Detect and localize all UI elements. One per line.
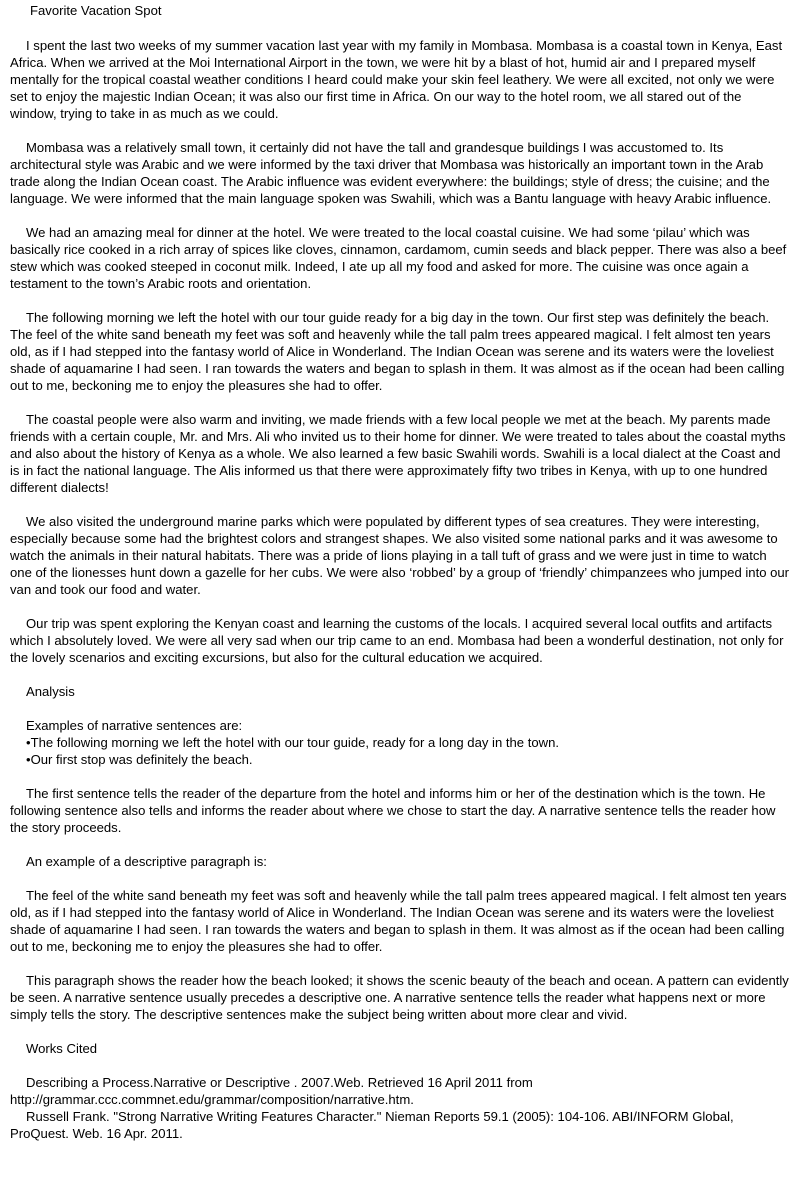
descriptive-example: The feel of the white sand beneath my feet was soft and heavenly while the tall palm trees appeared magical. I felt almost ten years old, as if I had stepped into the fantasy world of Alice in Wonderland. The Indian Ocean was serene and its waters were the loveliest shade of aquamarine I had seen. I ran towards the waters and began to splash in them. It was almost as if the ocean had been calling out to me, beckoning me to enjoy the pleasures she had to offer. (10, 888, 787, 954)
works-cited-list (10, 1074, 791, 1142)
descriptive-intro: An example of a descriptive paragraph is: (26, 854, 267, 869)
works-cited-heading: Works Cited (26, 1041, 98, 1056)
paragraph-town: Mombasa was a relatively small town, it certainly did not have the tall and grandesque buildings I was accustomed to. Its architectural style was Arabic and we were informed by the taxi driver that Mombasa was historically an important town in the Arab trade along the Indian Ocean coast. The Arabic influence was evident everywhere: the buildings; style of dress; the cuisine; and the language. We were informed that the main language spoken was Swahili, which was a Bantu language with heavy Arabic influence. (10, 140, 772, 206)
analysis-conclusion: This paragraph shows the reader how the beach looked; it shows the scenic beauty of the beach and ocean. A pattern can evidently be seen. A narrative sentence usually precedes a descriptive one. A narrative sentence tells the reader what happens next or more simply tells the story. The descriptive sentences make the subject being written about more clear and vivid. (10, 973, 789, 1022)
paragraph-beach: The following morning we left the hotel with our tour guide ready for a big day in the town. Our first step was definitely the beach. The feel of the white sand beneath my feet was soft and heavenly while the tall palm trees appeared magical. I felt almost ten years old, as if I had stepped into the fantasy world of Alice in Wonderland. The Indian Ocean was serene and its waters were the loveliest shade of aquamarine I had seen. I ran towards the waters and began to splash in them. It was almost as if the ocean had been calling out to me, beckoning me to enjoy the pleasures she had to offer. (10, 310, 785, 393)
examples-intro: Examples of narrative sentences are: (26, 718, 243, 733)
paragraph-arrival: I spent the last two weeks of my summer vacation last year with my family in Mombasa. Mombasa is a coastal town in Kenya, East Africa. When we arrived at the Moi International Airport in the town, we were hit by a blast of hot, humid air and I prepared myself mentally for the tropical coastal weather conditions I heard could make your skin feel leathery. We were all excited, not only we were set to enjoy the majestic Indian Ocean; it was also our first time in Africa. On our way to the hotel room, we all stared out of the window, trying to take in as much as we could. (10, 38, 783, 121)
analysis-heading: Analysis (26, 684, 75, 699)
paragraph-trip: Our trip was spent exploring the Kenyan coast and learning the customs of the locals. I acquired several local outfits and artifacts which I absolutely loved. We were all very sad when our trip came to an end. Mombasa had been a wonderful destination, not only for the lovely scenarios and exciting excursions, but also for the cultural education we acquired. (10, 616, 784, 665)
paragraph-dinner: We had an amazing meal for dinner at the hotel. We were treated to the local coastal cuisine. We had some ‘pilau’ which was basically rice cooked in a rich array of spices like cloves, cinnamon, cardamom, cumin seeds and black pepper. There was also a beef stew which was cooked steeped in coconut milk. Indeed, I ate up all my food and asked for more. The cuisine was once again a testament to the town’s Arabic roots and orientation. (10, 225, 787, 291)
analysis-explanation: The first sentence tells the reader of the departure from the hotel and informs him or her of the destination which is the town. He following sentence also tells and informs the reader about where we chose to start the day. A narrative sentence tells the reader how the story proceeds. (10, 786, 776, 835)
document-title: Favorite Vacation Spot (30, 3, 162, 18)
paragraph-parks: We also visited the underground marine parks which were populated by different types of sea creatures. They were interesting, especially because some had the brightest colors and strangest shapes. We also visited some national parks and it was awesome to watch the animals in their natural habitats. There was a pride of lions playing in a tall tuft of grass and we were just in time to watch one of the lionesses hunt down a gazelle for her cubs. We were also ‘robbed’ by a group of ‘friendly’ chimpanzees who jumped into our van and took our food and water. (10, 514, 790, 597)
example-item: •Our first stop was definitely the beach. (26, 752, 253, 767)
citation-entry: Russell Frank. "Strong Narrative Writing Features Character." Nieman Reports 59.1 (2005): 104-106. ABI/INFORM Global, ProQuest. Web. 16 Apr. 2011. (10, 1109, 734, 1141)
example-item: •The following morning we left the hotel with our tour guide, ready for a long day in the town. (26, 735, 560, 750)
narrative-examples (10, 717, 791, 768)
paragraph-people: The coastal people were also warm and inviting, we made friends with a few local people we met at the beach. My parents made friends with a certain couple, Mr. and Mrs. Ali who invited us to their home for dinner. We were treated to tales about the coastal myths and also about the history of Kenya as a whole. We also learned a few basic Swahili words. Swahili is a local dialect at the Coast and is in fact the national language. The Alis informed us that there were approximately fifty two tribes in Kenya, with up to one hundred different dialects! (10, 412, 786, 495)
citation-entry: Describing a Process.Narrative or Descriptive . 2007.Web. Retrieved 16 April 2011 from http://grammar.ccc.commnet.edu/grammar/composition/narrative.htm. (10, 1075, 533, 1107)
